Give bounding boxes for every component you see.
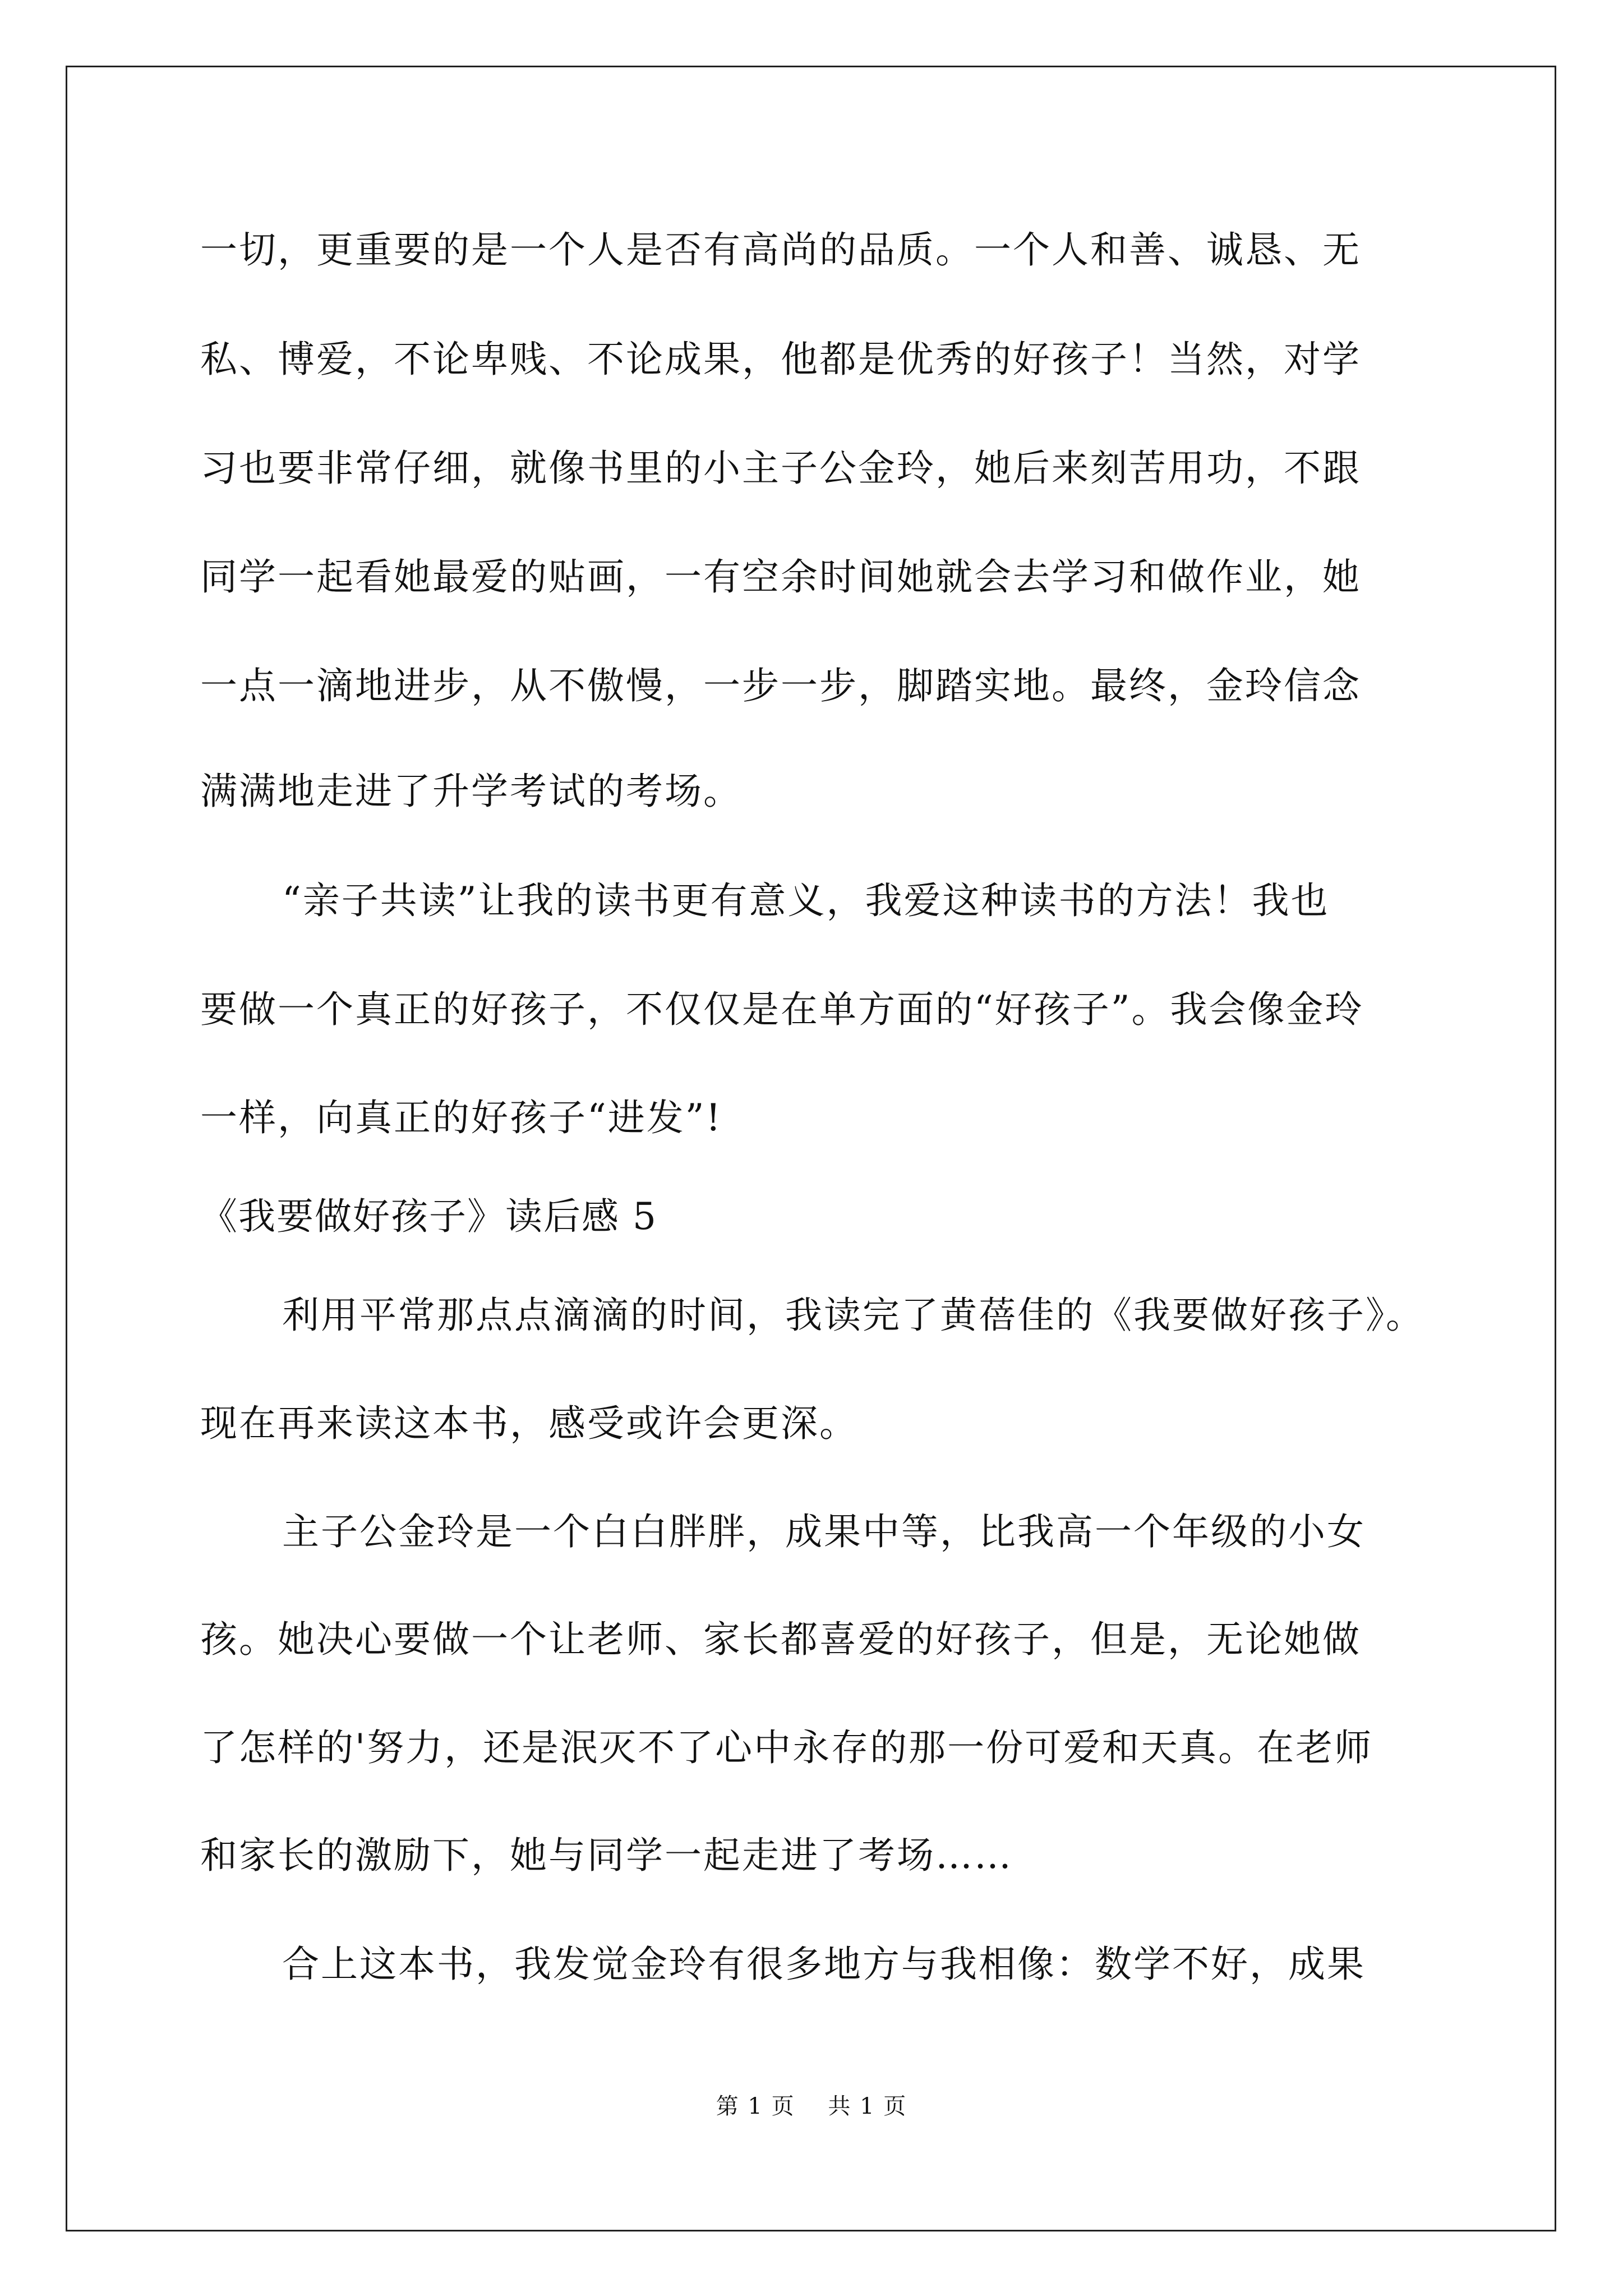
body-text-line: 私、博爱，不论卑贱、不论成果，他都是优秀的好孩子！当然，对学 bbox=[200, 338, 1361, 381]
paragraph-first-line: “亲子共读”让我的读书更有意义，我爱这种读书的方法！我也 bbox=[282, 879, 1330, 922]
paragraph-first-line: 利用平常那点点滴滴的时间，我读完了黄蓓佳的《我要做好孩子》。 bbox=[282, 1294, 1424, 1337]
page-frame bbox=[66, 66, 1556, 2231]
body-text-line: 现在再来读这本书，感受或许会更深。 bbox=[200, 1402, 858, 1445]
paragraph-first-line: 合上这本书，我发觉金玲有很多地方与我相像：数学不好，成果 bbox=[282, 1943, 1366, 1986]
body-text-line: 一点一滴地进步，从不傲慢，一步一步，脚踏实地。最终，金玲信念 bbox=[200, 664, 1361, 707]
paragraph-first-line: 主子公金玲是一个白白胖胖，成果中等，比我高一个年级的小女 bbox=[282, 1510, 1366, 1553]
page-number-footer: 第 1 页 共 1 页 bbox=[716, 2093, 907, 2119]
body-text-line: 了怎样的'努力，还是泯灭不了心中永存的那一份可爱和天真。在老师 bbox=[200, 1726, 1373, 1769]
body-text-line: 同学一起看她最爱的贴画，一有空余时间她就会去学习和做作业，她 bbox=[200, 555, 1361, 599]
body-text-line: 习也要非常仔细，就像书里的小主子公金玲，她后来刻苦用功，不跟 bbox=[200, 447, 1361, 490]
body-text-line: 要做一个真正的好孩子，不仅仅是在单方面的“好孩子”。我会像金玲 bbox=[200, 988, 1364, 1031]
body-text-line: 一样，向真正的好孩子“进发”! bbox=[200, 1096, 723, 1139]
section-heading: 《我要做好孩子》读后感 5 bbox=[200, 1195, 657, 1238]
body-text-line: 满满地走进了升学考试的考场。 bbox=[200, 770, 742, 813]
body-text-line: 一切，更重要的是一个人是否有高尚的品质。一个人和善、诚恳、无 bbox=[200, 228, 1361, 272]
body-text-line: 孩。她决心要做一个让老师、家长都喜爱的好孩子，但是，无论她做 bbox=[200, 1618, 1361, 1661]
body-text-line: 和家长的激励下，她与同学一起走进了考场…… bbox=[200, 1834, 1013, 1877]
